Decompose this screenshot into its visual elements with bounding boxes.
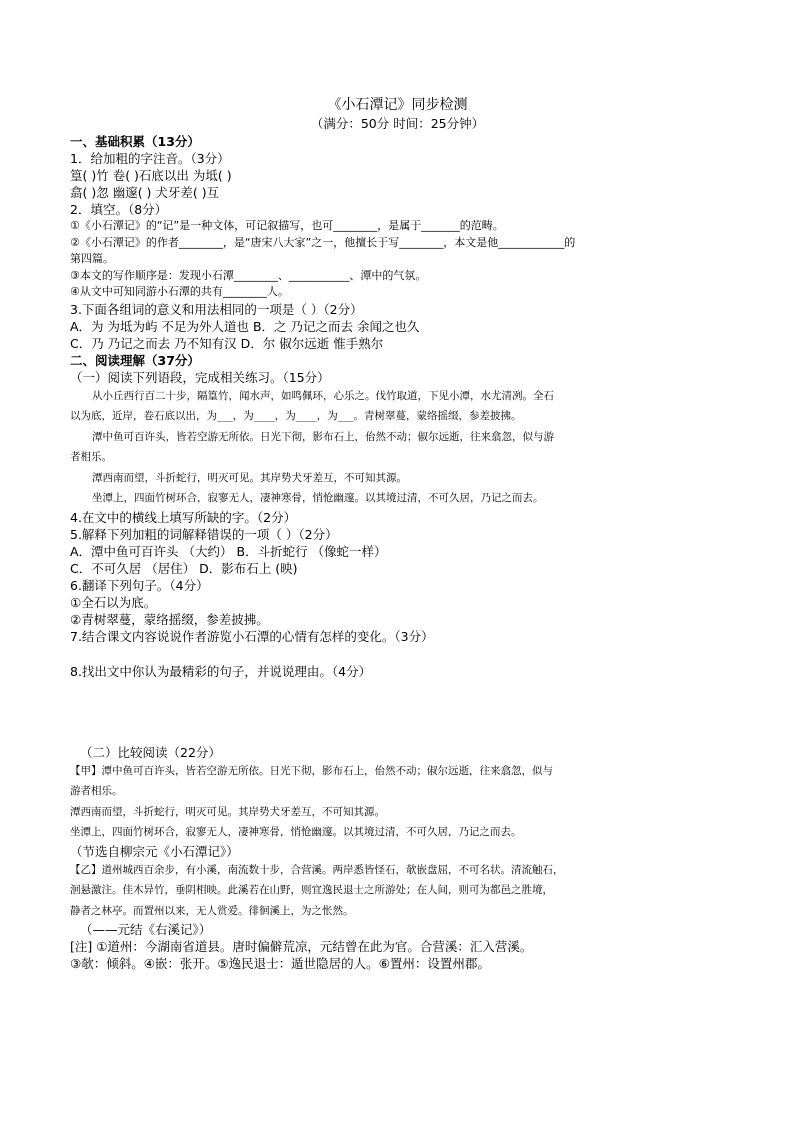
passage-a-line: 坐潭上，四面竹树环合，寂寥无人，凄神寒骨，悄怆幽邃。以其境过清，不可久居，乃记之而去。 (70, 826, 522, 838)
question-2-stem: 2．填空。（8分） (70, 202, 168, 217)
passage-line: 者相乐。 (70, 451, 112, 463)
section-heading-basics: 一、基础积累（13分） (70, 134, 200, 149)
passage-a-line: 【甲】潭中鱼可百许头，皆若空游无所依。日光下彻，影布石上，佁然不动；俶尔远逝，往来翕忽，似与 (70, 764, 553, 777)
question-3-options-ab: A．为 为坻为屿 不足为外人道也 B．之 乃记之而去 余闻之也久 (70, 318, 420, 334)
worksheet-page (70, 95, 725, 972)
passage-b-line: 静者之林亭。而置州以来，无人赏爱。徘徊溪上，为之怅然。 (70, 904, 354, 917)
question-1-stem: 1．给加粗的字注音。（3分） (70, 151, 230, 166)
page-subtitle: （满分：50分 时间：25分钟） (310, 116, 485, 131)
question-6-item-1: ①全石以为底。 (70, 594, 157, 610)
question-6-item-2: ②青树翠蔓，蒙络摇缀，参差披拂。 (70, 611, 269, 627)
answer-space (70, 680, 725, 744)
section-heading-reading: 二、阅读理解（37分） (70, 352, 200, 368)
passage-a-line: 潭西南而望，斗折蛇行，明灭可见。其岸势犬牙差互，不可知其源。 (70, 805, 385, 818)
question-5-options-cd: C．不可久居 （居住） D．影布石上 (映) (70, 560, 298, 576)
passage-b-line: 洄悬激注。佳木异竹，垂阴相映。此溪若在山野，则宜逸民退士之所游处；在人间，则可为都邑之胜境， (70, 884, 553, 896)
question-2-line-4: ③本文的写作顺序是：发现小石潭________、___________、潭中的气氛。 (70, 268, 427, 282)
question-2-line-5: ④从文中可知同游小石潭的共有________人。 (70, 285, 289, 298)
page-title: 《小石潭记》同步检测 (327, 97, 468, 113)
annotation-line-2: ③欹：倾斜。④嵌：张开。⑤逸民退士：遁世隐居的人。⑥置州：设置州郡。 (70, 956, 490, 971)
answer-space (70, 645, 725, 663)
part-2-intro: （二）比较阅读（22分） (80, 744, 221, 760)
question-3-stem: 3.下面各组词的意义和用法相同的一项是（ ）（2分） (70, 301, 363, 317)
question-2-line-2: ②《小石潭记》的作者________，是“唐宋八大家”之一，他擅长于写________，本文是他____________的 (70, 235, 576, 249)
passage-line: 潭中鱼可百许头，皆若空游无所依。日光下彻，影布石上，佁然不动；俶尔远逝，往来翕忽，似与游 (92, 430, 554, 443)
passage-line: 从小丘西行百二十步，隔篁竹，闻水声，如鸣佩环，心乐之。伐竹取道，下见小潭，水尤清冽。全石 (92, 389, 554, 402)
passage-a-source: （节选自柳宗元《小石潭记》） (70, 843, 239, 859)
passage-line: 潭西南而望，斗折蛇行，明灭可见。其岸势犬牙差互，不可知其源。 (92, 471, 407, 484)
question-1-row-2: 翕( )忽 幽邃( ) 犬牙差( )互 (70, 185, 220, 200)
question-2-line-1: ①《小石潭记》的“记”是一种文体，可记叙描写，也可________，是属于_______的范畴。 (70, 219, 504, 232)
question-7: 7.结合课文内容说说作者游览小石潭的心情有怎样的变化。（3分） (70, 628, 434, 644)
question-5-stem: 5.解释下列加粗的词解释错误的一项（ ）（2分） (70, 526, 338, 542)
passage-line: 坐潭上，四面竹树环合，寂寥无人，凄神寒骨，悄怆幽邃。以其境过清，不可久居，乃记之而去。 (92, 492, 544, 504)
question-5-options-ab: A．潭中鱼可百许头 （大约） B．斗折蛇行 （像蛇一样） (70, 543, 387, 559)
question-4: 4.在文中的横线上填写所缺的字。（2分） (70, 509, 297, 525)
question-8: 8.找出文中你认为最精彩的句子，并说说理由。（4分） (70, 663, 372, 679)
question-2-line-3: 第四篇。 (70, 252, 114, 265)
annotation-line-1: [注] ①道州：今湖南省道县。唐时偏僻荒凉，元结曾在此为官。合营溪：汇入营溪。 (70, 939, 533, 954)
part-1-intro: （一）阅读下列语段，完成相关练习。（15分） (70, 369, 330, 385)
passage-line: 以为底，近岸，卷石底以出，为___，为____，为____，为___。青树翠蔓，蒙络摇缀，参差披拂。 (70, 410, 522, 422)
passage-b-source: （——元结《右溪记》） (80, 922, 212, 937)
passage-a-line: 游者相乐。 (70, 785, 123, 797)
question-3-options-cd: C．乃 乃记之而去 乃不知有汉 D．尔 俶尔远逝 惟手熟尔 (70, 335, 384, 351)
passage-b-line: 【乙】道州城西百余步，有小溪，南流数十步，合营溪。两岸悉皆怪石，欹嵌盘屈，不可名状。清流触石， (70, 863, 564, 876)
question-1-row-1: 篁( )竹 卷( )石底以出 为坻( ) (70, 168, 232, 183)
question-6-stem: 6.翻译下列句子。（4分） (70, 577, 209, 593)
